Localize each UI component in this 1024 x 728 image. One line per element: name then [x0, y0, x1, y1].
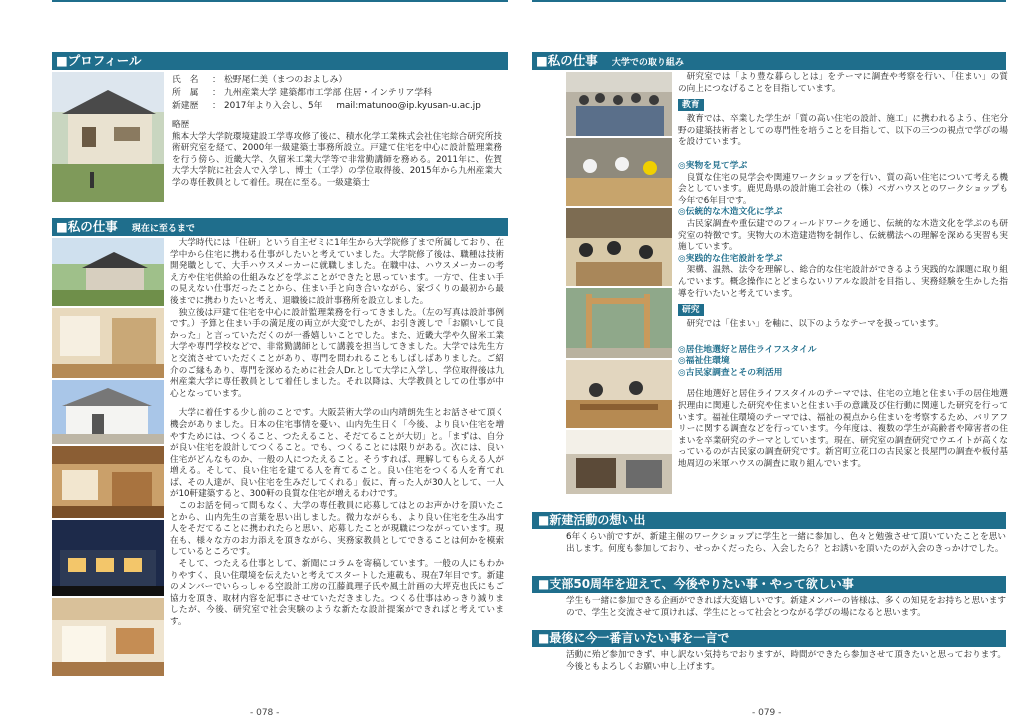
work-bar-title: ■私の仕事 — [536, 53, 598, 68]
research-text: 研究では「住まい」を軸に、以下のようなテーマを扱っています。 — [686, 319, 944, 330]
education-item-title: ◎伝統的な木造文化に学ぶ — [678, 207, 783, 218]
timber-frame-photo — [566, 288, 672, 358]
profile-bar-title: ■プロフィール — [56, 53, 142, 68]
university-work-text — [678, 72, 1008, 471]
anniversary-section-bar — [532, 576, 1006, 593]
final-message-bar-title: ■最後に今一番言いたい事を一言で — [538, 631, 730, 645]
profile-info — [172, 74, 502, 113]
profile-affiliation-row: 所 属 ： 九州産業大学 建築都市工学部 住居・インテリア学科 — [172, 88, 432, 98]
workshop-photo-1 — [566, 138, 672, 206]
work-bar-title: ■私の仕事 — [56, 219, 118, 234]
bio-text: 熊本大学大学院環境建設工学専攻修了後に、積水化学工業株式会社住宅綜合研究所技術研究室を経て、2000年一級建築士事務所設立。戸建て住宅を中心に設計監理業務を行う傍ら、近畿大学、久留米工業大学等で非常勤講師を務める。2011年に、佐賀大学大学院に社会人で入学し、博士（工学）の学位取得後、2015年から九州産業大学の専任教員として着任。現在に至る。一級建築士 — [172, 131, 502, 188]
profile-bio — [172, 120, 502, 190]
work-paragraph: 大学に着任する少し前のことです。大阪芸術大学の山内靖朗先生とお話させて頂く機会がありました。日本の住宅事情を憂い、山内先生日く「今後、より良い住宅を増やすためには、つくること、つたえること、そだてることが大切」と。「まずは、自分が良い住宅を設計してつくること。でも、つくることには限りがある。次には、良い住宅がどんなものか、一般の人につたえること。そうすれば、理解してもらえる人が増える。そして、良い住宅を建てる人を育てること。良い住宅をつくる人を育てれば、その人達が、良い住宅を生みだしてくれる」仮に、育った人が30人として、一人が10軒建築すると、300軒の良質な住宅が増えるわけです。 — [170, 408, 504, 500]
name-value: 松野尾仁美（まつのおよしみ） — [224, 75, 348, 85]
profile-section-bar — [52, 52, 508, 70]
top-rule — [52, 0, 508, 2]
memories-text: 6年くらい前ですが、新建主催のワークショップに学生と一緒に参加し、色々と勉強させて頂いていたことを思い出します。何度も参加しており、せっかくだったら、入会したら？とお誘いを頂いたのが入会のきっかけでした。 — [566, 532, 1006, 554]
design-photo-1 — [52, 238, 164, 306]
work-paragraph: そして、つたえる仕事として、新聞にコラムを寄稿しています。一般の人にもわかりやすく、良い住環境を伝えたいと考えてスタートした連載も、現在7年目です。新建のメンバーでいらっしゃる空設計工房の江藤眞理子氏や風土計画の大坪克也氏にもご協力を頂き、取材内容を記事にさせていただきました。つくる仕事はめっきり減りましたが、今後、研究室で社会実験のような新たな設計提案ができればと考えています。 — [170, 559, 504, 627]
affiliation-value: 九州産業大学 建築都市工学部 住居・インテリア学科 — [224, 88, 432, 98]
memories-section-bar — [532, 512, 1006, 529]
work-paragraph: 独立後は戸建て住宅を中心に設計監理業務を行ってきました。（左の写真は設計事例です。）予算と住まい手の満足度の両立が大変でしたが、お引き渡しで「お願いして良かった」と言っていただくのが一番嬉しいことでした。また、近畿大学や久留米工業大学や専門学校などで、非常勤講師として講義を担当してきました。大学では先生方と交流させていただくことがあり、専門を問われることもしばしばありました。ご紹介のご縁もあり、専門を深めるために社会人Dr.として大学に入学し、学位取得後は九州産業大学に専任教員として着任しました。それ以降は、大学教員としての仕事が中心となっています。 — [170, 307, 504, 399]
education-item-text: 古民家調査や重伝建でのフィールドワークを通じ、伝統的な木造文化を学ぶのも研究室の特徴です。実物大の木造建造物を制作し、伝統構法への理解を深める実習も実施しています。 — [678, 218, 1008, 253]
email-text: mail:matunoo@ip.kyusan-u.ac.jp — [336, 101, 481, 111]
profile-membership-row: 新建歴 ： 2017年より入会し、5年 mail:matunoo@ip.kyusan-u.ac.jp — [172, 101, 481, 111]
work-bar-subtitle: 現在に至るまで — [131, 224, 195, 234]
work-paragraph: 大学時代には「住研」という自主ゼミに1年生から大学院修了まで所属しており、在学中から住宅に携わる仕事がしたいと考えていました。大学院修了後は、職種は技術開発職として、大手ハウスメーカーに就職しました。在職中は、ハウスメーカーの考え方や住宅供給の仕組みなどを学ぶことができたと思っています。一方で、住まい手の見えない仕事だったことから、住まい手と向き合いながら、家づくりの最初から最後までに携わりたいと考え、退職後に設計事務所を設立しました。 — [170, 238, 504, 306]
membership-label: 新建歴 — [172, 101, 199, 111]
final-message-text: 活動に殆ど参加できず、申し訳ない気持ちでおりますが、時間ができたら参加させて頂きたいと思っております。今後ともよろしくお願い申し上げます。 — [566, 650, 1006, 672]
education-item-text: 架構、温熱、法令を理解し、総合的な住宅設計ができるよう実践的な課題に取り組んでいます。概念操作にとどまらないリアルな設計を目指し、実務経験を生かした指導を行いたいと考えています。 — [678, 265, 1008, 299]
research-item: ◎古民家調査とその利活用 — [678, 367, 783, 378]
intro-text: 研究室では「より豊な暮らしとは」をテーマに調査や考察を行い、「住まい」の質の向上につなげることを目指しています。 — [678, 72, 1008, 94]
work-bar-subtitle: 大学での取り組み — [611, 58, 684, 68]
education-item-title: ◎実物を見て学ぶ — [678, 160, 748, 171]
anniversary-text: 学生も一緒に参加できる企画ができれば大変嬉しいです。新建メンバーの皆様は、多くの知見をお持ちと思いますので、学生と交流させて頂ければ、学生にとって社会とつながる学びの場になると思います。 — [566, 596, 1006, 618]
design-photo-6 — [52, 598, 164, 676]
research-chip: 研究 — [678, 304, 704, 316]
university-work-bar — [532, 52, 1006, 70]
education-item-title: ◎実践的な住宅設計を学ぶ — [678, 253, 783, 264]
profile-name-row: 氏 名 ： 松野尾仁美（まつのおよしみ） — [172, 75, 348, 85]
page-number-left: - 078 - — [250, 708, 280, 718]
work-paragraph: このお話を伺って間もなく、大学の専任教員に応募してはとのお声かけを頂いたことから、山内先生の言葉を思い出しました。微力ながらも、より良い住宅を生み出す人をそだてることに携われたらと思い、応募したことが現職につながっています。現在も、様々な方のお力添えを頂きながら、実務家教員としてできることは何かを模索しているところです。 — [170, 501, 504, 558]
work-section-bar — [52, 218, 508, 236]
memories-bar-title: ■新建活動の想い出 — [538, 513, 646, 527]
research-item: ◎居住地選好と居住ライフスタイル — [678, 344, 817, 355]
name-label: 氏 名 — [172, 75, 199, 85]
top-rule — [532, 0, 1006, 2]
anniversary-bar-title: ■支部50周年を迎えて、今後やりたい事・やって欲しい事 — [538, 577, 854, 591]
research-paragraph: 居住地選好と居住ライフスタイルのテーマでは、住宅の立地と住まい手の居住地選択理由に関連した研究や住まいと住まい手の意識及び住行動に関連した研究を行っています。福祉住環境のテーマでは、福祉の視点から住まいを考察するため、バリアフリーに関する調査などを行っています。今年度は、複数の学生が高齢者や障害者の住まいを卒業研究のテーマとしています。現在、研究室の調査研究でウエイトが高くなっているのが古民家の調査研究です。新宮町立花口の古民家と長屋門の調査や板付基地周辺の米軍ハウスの調査に取り組んでいます。 — [678, 389, 1008, 470]
work-body-text — [170, 238, 504, 629]
design-photo-2 — [52, 308, 164, 378]
final-message-section-bar — [532, 630, 1006, 647]
design-photo-3 — [52, 380, 164, 444]
membership-value: 2017年より入会し、5年 — [224, 101, 323, 111]
workshop-photo-2 — [566, 208, 672, 286]
design-photo-4 — [52, 446, 164, 518]
right-page — [512, 0, 1024, 728]
education-item-text: 良質な住宅の見学会や関連ワークショップを行い、質の高い住宅について考える機会としています。鹿児島県の設計施工会社の（株）ベガハウスとのワークショップも今年で6年目です。 — [678, 172, 1008, 206]
research-item: ◎福祉住環境 — [678, 356, 730, 367]
bio-heading: 略歴 — [172, 120, 190, 130]
affiliation-label: 所 属 — [172, 88, 199, 98]
survey-photo — [566, 430, 672, 494]
education-chip: 教育 — [678, 99, 704, 111]
page-number-right: - 079 - — [752, 708, 782, 718]
education-text: 教育では、卒業した学生が「質の高い住宅の設計、施工」に携われるよう、住宅分野の建築技術者としての専門性を培うことを目指して、以下の三つの視点で学びの場を設けています。 — [678, 114, 1008, 148]
student-group-photo — [566, 72, 672, 136]
profile-house-photo — [52, 72, 164, 202]
design-photo-5 — [52, 520, 164, 596]
woodwork-photo — [566, 360, 672, 428]
